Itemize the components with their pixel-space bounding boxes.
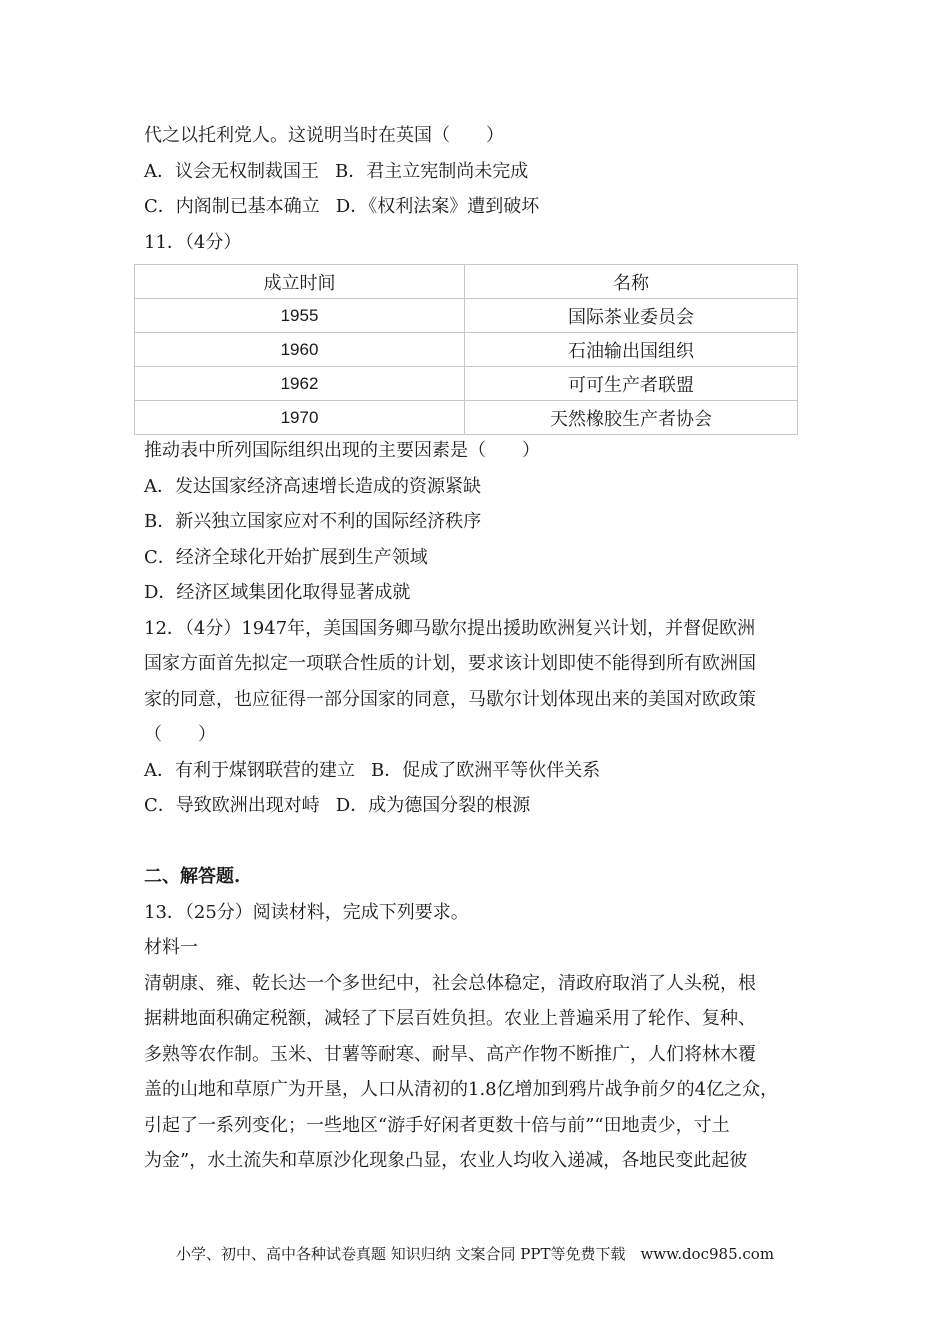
q10-options-cd [144,189,824,225]
q13-line: 盖的山地和草原广为开垦，人口从清初的1.8亿增加到鸦片战争前夕的4亿之众， [144,1079,779,1100]
q12-option-c: C．导致欧洲出现对峙 [144,795,320,816]
q13-line: 引起了一系列变化；一些地区“游手好闲者更数十倍与前”“田地责少，寸土 [144,1114,730,1136]
q11-number: 11．（4分） [144,231,242,253]
q12-option-b: B．促成了欧洲平等伙伴关系 [371,759,601,781]
blank-line [144,824,824,860]
table-cell-year: 1970 [135,401,465,435]
q12-line: 国家方面首先拟定一项联合性质的计划，要求该计划即使不能得到所有欧洲国 [144,653,756,674]
table-header-name: 名称 [465,265,798,299]
page-content [144,118,824,260]
q12-options-ab [144,753,824,789]
q10-stem-tail: 代之以托利党人。这说明当时在英国（ ） [144,125,504,146]
q12-line: 12．（4分）1947年，美国国务卿马歇尔提出援助欧洲复兴计划，并督促欧洲 [144,617,756,639]
q13-line: 据耕地面积确定税额，减轻了下层百姓负担。农业上普遍采用了轮作、复种、 [144,1008,756,1029]
organizations-table [134,264,798,435]
q10-options-ab [144,154,824,190]
q11-option-b: B．新兴独立国家应对不利的国际经济秩序 [144,511,482,532]
q12-line: （ ） [144,724,216,745]
q13-material-label: 材料一 [144,937,198,958]
table-cell-name: 可可生产者联盟 [465,367,798,401]
q11-option-a: A．发达国家经济高速增长造成的资源紧缺 [144,475,481,497]
q12-line: 家的同意，也应征得一部分国家的同意，马歇尔计划体现出来的美国对欧政策 [144,688,756,710]
q11-option-d: D．经济区域集团化取得显著成就 [144,582,411,603]
page-footer: 小学、初中、高中各种试卷真题 知识归纳 文案合同 PPT等免费下载 www.doc985.com [175,1245,775,1263]
table-cell-name: 国际茶业委员会 [465,299,798,333]
q10-option-c: C．内阁制已基本确立 [144,196,320,217]
q13-line: 清朝康、雍、乾长达一个多世纪中，社会总体稳定，清政府取消了人头税，根 [144,972,756,994]
table-row [135,367,798,401]
q12-option-d: D．成为德国分裂的根源 [335,795,531,816]
q12-option-a: A．有利于煤钢联营的建立 [144,759,355,781]
q13-number-line: 13．（25分）阅读材料，完成下列要求。 [144,901,469,923]
section-title: 二、解答题. [144,866,241,887]
q12-options-cd [144,788,824,824]
q11-question: 推动表中所列国际组织出现的主要因素是（ ） [144,440,540,461]
table-row [135,299,798,333]
table-cell-year: 1962 [135,367,465,401]
table-cell-year: 1960 [135,333,465,367]
table-cell-year: 1955 [135,299,465,333]
q10-option-b: B．君主立宪制尚未完成 [335,160,529,182]
table-row [135,333,798,367]
q10-option-d: D．《权利法案》遭到破坏 [335,196,540,217]
page-content-lower [144,433,824,1179]
table-header-row [135,265,798,299]
q11-option-c: C．经济全球化开始扩展到生产领域 [144,546,428,568]
table-header-year: 成立时间 [135,265,465,299]
table-cell-name: 天然橡胶生产者协会 [465,401,798,435]
q10-option-a: A．议会无权制裁国王 [144,160,319,182]
q13-line: 多熟等农作制。玉米、甘薯等耐寒、耐旱、高产作物不断推广，人们将林木覆 [144,1043,756,1065]
q13-line: 为金”，水土流失和草原沙化现象凸显，农业人均收入递减，各地民变此起彼 [144,1150,748,1171]
table-cell-name: 石油输出国组织 [465,333,798,367]
table-row [135,401,798,435]
